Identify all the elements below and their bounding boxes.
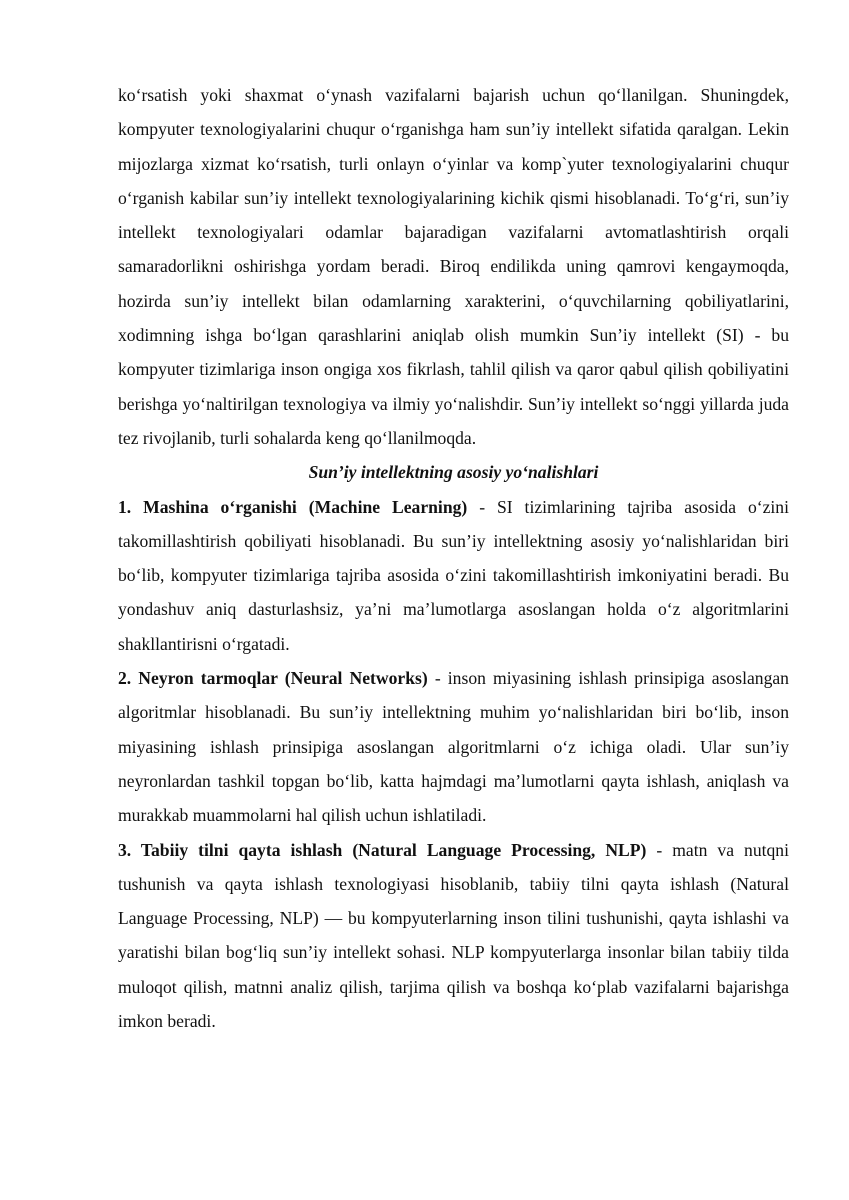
- list-item-neural-networks: [118, 661, 789, 832]
- item-term: 1. Mashina oʻrganishi (Machine Learning): [118, 496, 468, 517]
- item-text: - SI tizimlarining tajriba asosida oʻzini takomillashtirish qobiliyati hisoblanadi. Bu sun’iy intellektning asosiy yoʻnalishlaridan biri boʻlib, kompyuter tizimlariga tajriba asosida oʻzini takomillashtirish imkoniyatini beradi. Bu yondashuv aniq dasturlashsiz, ya’ni ma’lumotlarga asoslangan holda oʻz algoritmlarini shakllantirisni oʻrgatadi.: [118, 496, 789, 654]
- item-term: 3. Tabiiy tilni qayta ishlash (Natural Language Processing, NLP): [118, 839, 647, 860]
- item-text: - matn va nutqni tushunish va qayta ishlash texnologiyasi hisoblanib, tabiiy tilni qayta ishlash (Natural Language Processing, NLP) — bu kompyuterlarning inson tilini tushunishi, qayta ishlashi va yaratishi bilan bogʻliq sun’iy intellekt sohasi. NLP kompyuterlarga insonlar bilan tabiiy tilda muloqot qilish, matnni analiz qilish, tarjima qilish va boshqa koʻplab vazifalarni bajarishga imkon beradi.: [118, 839, 789, 1032]
- item-term: 2. Neyron tarmoqlar (Neural Networks): [118, 668, 428, 689]
- intro-paragraph: koʻrsatish yoki shaxmat oʻynash vazifalarni bajarish uchun qoʻllanilgan. Shuningdek, kompyuter texnologiyalarini chuqur oʻrganishga ham sun’iy intellekt sifatida qaralgan. Lekin mijozlarga xizmat koʻrsatish, turli onlayn oʻyinlar va komp`yuter texnologiyalarini chuqur oʻrganish kabilar sun’iy intellekt texnologiyalarining kichik qismi hisoblanadi. Toʻgʻri, sun’iy intellekt texnologiyalari odamlar bajaradigan vazifalarni avtomatlashtirish orqali samaradorlikni oshirishga yordam beradi. Biroq endilikda uning qamrovi kengaymoqda, hozirda sun’iy intellekt bilan odamlarning xarakterini, oʻquvchilarning qobiliyatlarini, xodimning ishga boʻlgan qarashlarini aniqlab olish mumkin Sun’iy intellekt (SI) - bu kompyuter tizimlariga inson ongiga xos fikrlash, tahlil qilish va qaror qabul qilish qobiliyatini berishga yoʻnaltirilgan texnologiya va ilmiy yoʻnalishdir. Sun’iy intellekt soʻnggi yillarda juda tez rivojlanib, turli sohalarda keng qoʻllanilmoqda.: [118, 85, 789, 448]
- document-page: [118, 78, 789, 1038]
- list-item-machine-learning: [118, 490, 789, 661]
- list-item-nlp: [118, 833, 789, 1039]
- item-text: - inson miyasining ishlash prinsipiga asoslangan algoritmlar hisoblanadi. Bu sun’iy intellektning muhim yoʻnalishlaridan biri boʻlib, inson miyasining ishlash prinsipiga asoslangan algoritmlarni oʻz ichiga oladi. Ular sun’iy neyronlardan tashkil topgan boʻlib, katta hajmdagi ma’lumotlarni qayta ishlash, aniqlash va murakkab muammolarni hal qilish uchun ishlatiladi.: [118, 668, 789, 826]
- section-heading: Sun’iy intellektning asosiy yoʻnalishlari: [308, 462, 599, 483]
